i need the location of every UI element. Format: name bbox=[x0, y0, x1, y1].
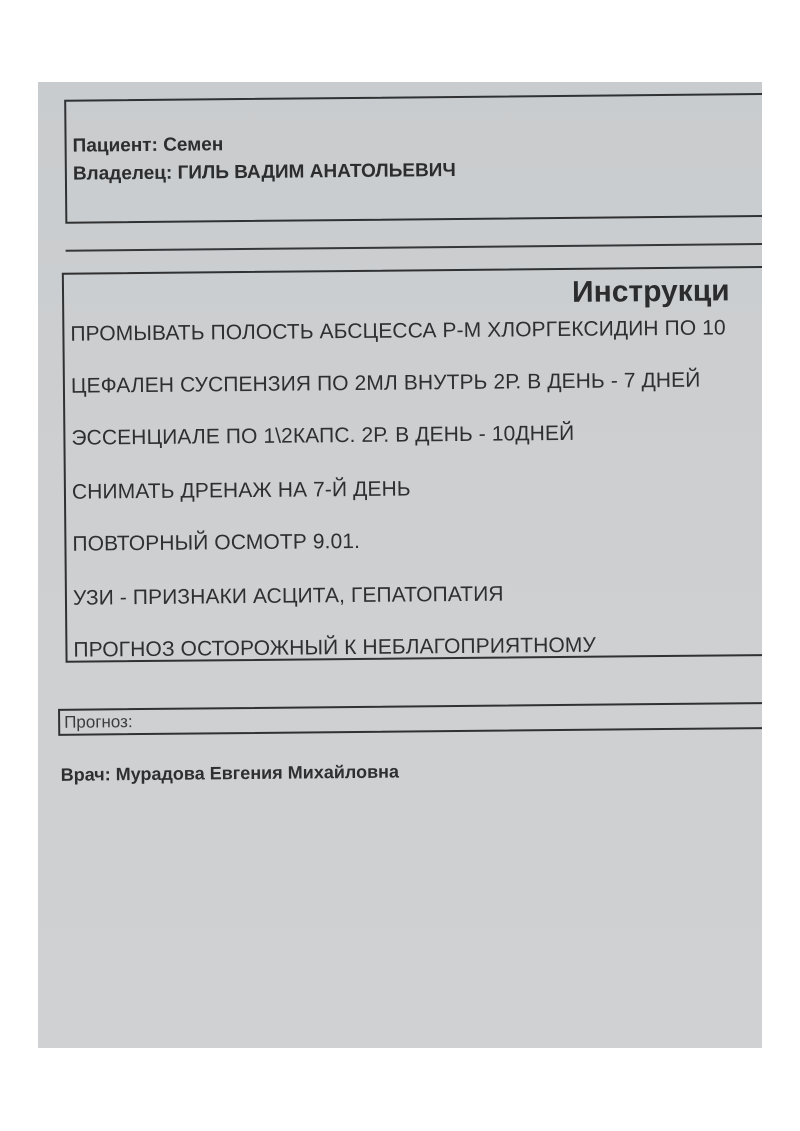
owner-name: Владелец: ГИЛЬ ВАДИМ АНАТОЛЬЕВИЧ bbox=[72, 159, 456, 185]
printed-sheet bbox=[38, 82, 762, 1048]
instruction-line-1: ПРОМЫВАТЬ ПОЛОСТЬ АБСЦЕССА Р-М ХЛОРГЕКСИДИН ПО 10 bbox=[70, 316, 726, 346]
prognosis-label: Прогноз: bbox=[64, 712, 133, 732]
doctor-signature-line: Врач: Мурадова Евгения Михайловна bbox=[60, 761, 400, 785]
instruction-line-2: ЦЕФАЛЕН СУСПЕНЗИЯ ПО 2МЛ ВНУТРЬ 2Р. В ДЕНЬ - 7 ДНЕЙ bbox=[70, 368, 701, 398]
prognosis-box bbox=[58, 702, 762, 736]
instructions-title: Инструкци bbox=[571, 274, 730, 309]
instruction-line-6: УЗИ - ПРИЗНАКИ АСЦИТА, ГЕПАТОПАТИЯ bbox=[72, 582, 504, 610]
patient-name: Пациент: Семен bbox=[72, 134, 224, 157]
document-photo bbox=[38, 82, 762, 1048]
instruction-line-3: ЭССЕНЦИАЛЕ ПО 1\2КАПС. 2Р. В ДЕНЬ - 10ДНЕЙ bbox=[71, 421, 575, 450]
instructions-box bbox=[62, 266, 762, 663]
patient-info-box bbox=[64, 93, 762, 224]
divider-line bbox=[66, 243, 762, 252]
instruction-line-4: СНИМАТЬ ДРЕНАЖ НА 7-Й ДЕНЬ bbox=[71, 477, 411, 504]
instruction-line-5: ПОВТОРНЫЙ ОСМОТР 9.01. bbox=[72, 529, 361, 556]
instruction-line-7: ПРОГНОЗ ОСТОРОЖНЫЙ К НЕБЛАГОПРИЯТНОМУ bbox=[73, 633, 596, 662]
